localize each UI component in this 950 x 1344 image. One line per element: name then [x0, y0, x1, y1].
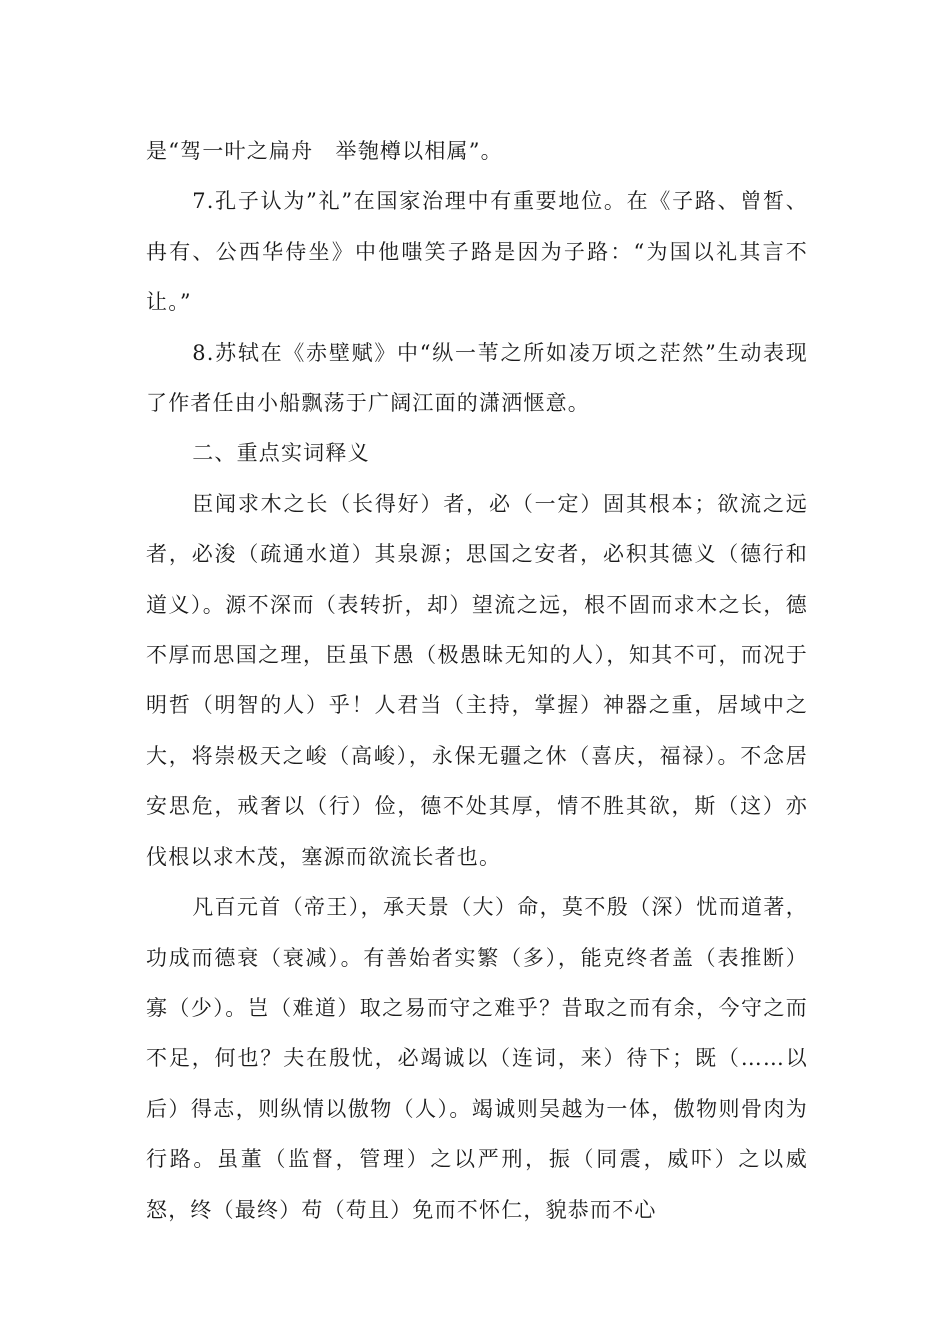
section-heading: 二、重点实词释义: [192, 441, 370, 466]
paragraph-continued: 是“驾一叶之扁舟 举匏樽以相属”。: [146, 139, 503, 163]
paragraph-item-7: 7.孔子认为”礼”在国家治理中有重要地位。在《子路、曾皙、冉有、公西华侍坐》中他嗤笑子路是因为子路：“为国以礼其言不让。”: [146, 189, 808, 315]
paragraph-item-8: 8.苏轼在《赤壁赋》中“纵一苇之所如凌万顷之茫然”生动表现了作者任由小船飘荡于广阔江面的潇洒惬意。: [146, 340, 808, 416]
body-text: [146, 126, 808, 1235]
passage-paragraph-2: 凡百元首（帝王），承天景（大）命，莫不殷（深）忧而道著，功成而德衰（衰减）。有善始者实繁（多），能克终者盖（表推断）寡（少）。岂（难道）取之易而守之难乎？昔取之而有余，今守之而不足，何也？夫在殷忧，必竭诚以（连词，来）待下；既（……以后）得志，则纵情以傲物（人）。竭诚则吴越为一体，傲物则骨肉为行路。虽董（监督，管理）之以严刑，振（同震，威吓）之以威怒，终（最终）苟（苟且）免而不怀仁，貌恭而不心: [146, 895, 808, 1222]
passage-paragraph-1: 臣闻求木之长（长得好）者，必（一定）固其根本；欲流之远者，必浚（疏通水道）其泉源；思国之安者，必积其德义（德行和道义）。源不深而（表转折，却）望流之远，根不固而求木之长，德不厚而思国之理，臣虽下愚（极愚昧无知的人），知其不可，而况于明哲（明智的人）乎！人君当（主持，掌握）神器之重，居域中之大，将崇极天之峻（高峻），永保无疆之休（喜庆，福禄）。不念居安思危，戒奢以（行）俭，德不处其厚，情不胜其欲，斯（这）亦伐根以求木茂，塞源而欲流长者也。: [146, 491, 808, 869]
